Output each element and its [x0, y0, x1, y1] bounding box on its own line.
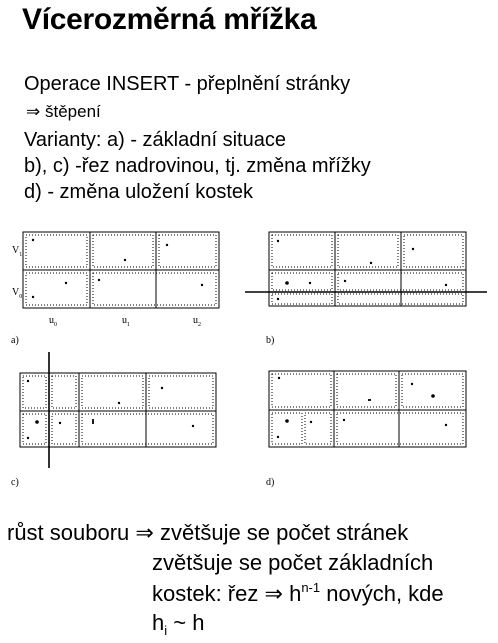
implies-icon: ⇒	[264, 582, 283, 607]
label-u1: $u_1$	[122, 315, 130, 328]
line-d: d) - změna uložení kostek	[24, 181, 253, 203]
label-v0: $V_0$	[12, 287, 23, 300]
line-variants: Varianty: a) - základní situace	[24, 129, 286, 151]
panel-b	[245, 232, 487, 306]
label-a: a)	[11, 335, 19, 346]
panel-c	[20, 352, 216, 468]
bottom-line-4: $h_i$ ~ h	[152, 610, 205, 638]
growth-label: růst souboru	[7, 520, 130, 545]
bottom-line-1	[7, 520, 408, 546]
panel-a	[23, 232, 219, 308]
line-bc: b), c) -řez nadrovinou, tj. změna mřížky	[24, 155, 371, 177]
page-title: Vícerozměrná mřížka	[22, 3, 317, 36]
line-operation-insert: Operace INSERT - přeplnění stránky	[24, 73, 351, 95]
bottom-line-2: zvětšuje se počet základních	[152, 550, 434, 575]
implies-icon: ⇒	[26, 102, 41, 122]
pages-increase: zvětšuje se počet stránek	[159, 520, 409, 545]
label-u2: $u_2$	[193, 315, 201, 328]
line-split-text: štěpení	[44, 102, 101, 121]
implies-icon: ⇒	[135, 521, 154, 546]
label-u0: $u_0$	[49, 315, 57, 328]
label-b: b)	[266, 335, 275, 346]
label-d: d)	[266, 477, 275, 488]
label-c: c)	[11, 477, 19, 488]
panel-d	[269, 371, 466, 447]
label-v1: $V_1$	[12, 245, 23, 258]
bottom-line-3: kostek: řez ⇒ $h^{n-1}$ nových, kde	[152, 580, 444, 607]
